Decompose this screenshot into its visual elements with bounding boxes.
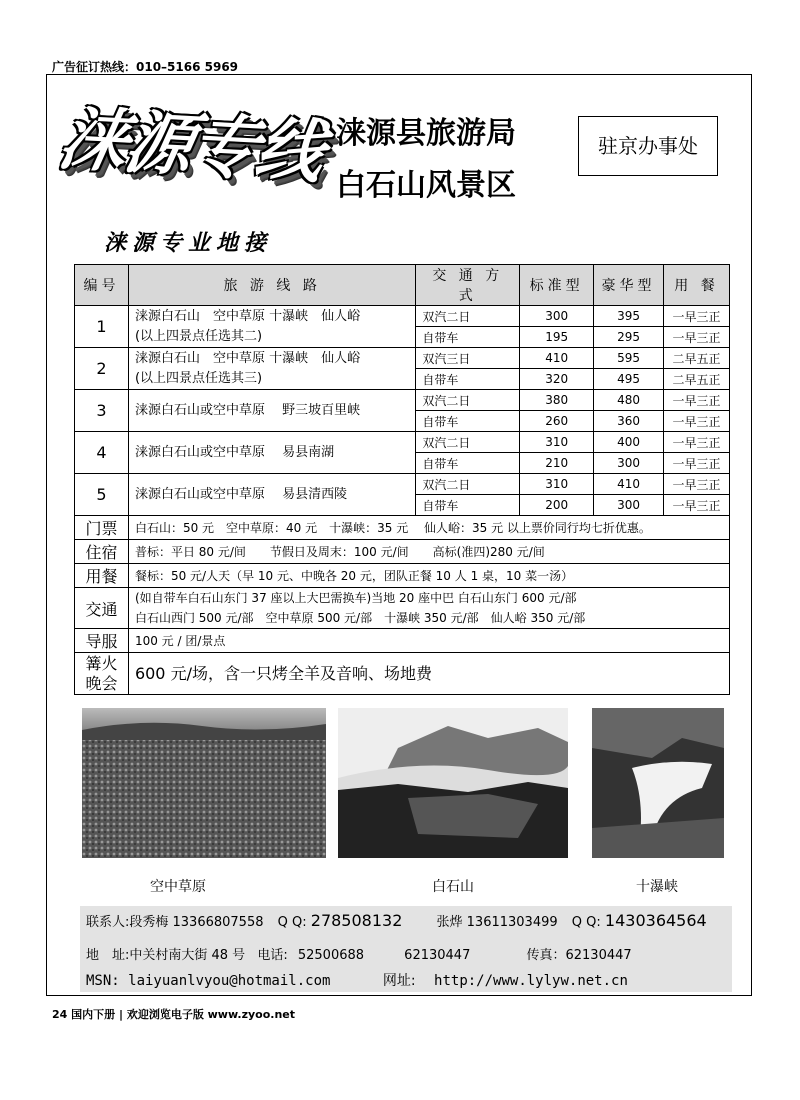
website-link[interactable]: http://www.lylyw.net.cn: [434, 973, 628, 989]
standard-price: 195: [520, 327, 594, 348]
meal-cell: 二早五正: [664, 369, 730, 390]
info-value: [128, 653, 729, 695]
info-line: (如自带车白石山东门 37 座以上大巴需换车)当地 20 座中巴 白石山东门 600 元/部: [134, 591, 577, 605]
info-line: 100 元 / 团/景点: [134, 633, 226, 648]
info-line: 白石山西门 500 元/部 空中草原 500 元/部 十瀑峡 350 元/部 仙人峪 350 元/部: [134, 611, 586, 625]
info-label-line: 晚会: [85, 673, 118, 693]
info-label: 门票: [75, 516, 129, 540]
standard-price: 260: [520, 411, 594, 432]
luxury-price: 395: [594, 306, 664, 327]
info-label: 导服: [75, 629, 129, 653]
msn: MSN: laiyuanlvyou@hotmail.com: [86, 973, 331, 989]
transport-cell: 双汽二日: [416, 474, 520, 495]
header-no: 编号: [75, 265, 129, 306]
org-name-1: 涞源县旅游局: [336, 116, 516, 151]
contact-line-3: [86, 970, 628, 990]
fax: 传真：62130447: [526, 948, 632, 963]
route-number: 2: [75, 348, 129, 390]
meal-cell: 二早五正: [664, 348, 730, 369]
meal-cell: 一早三正: [664, 390, 730, 411]
caption-baishishan: 白石山: [432, 879, 474, 895]
info-row: [75, 540, 730, 564]
transport-cell: 双汽二日: [416, 390, 520, 411]
meal-cell: 一早三正: [664, 327, 730, 348]
info-row: [75, 588, 730, 629]
office-box: 驻京办事处: [578, 116, 718, 176]
info-value: [128, 540, 729, 564]
contact-box: [80, 906, 732, 992]
transport-cell: 双汽三日: [416, 348, 520, 369]
baishishan-photo: [338, 708, 568, 858]
route-line: (以上四景点任选其二): [134, 328, 263, 344]
header-luxury: 豪华型: [594, 265, 664, 306]
info-value: [128, 588, 729, 629]
org-name-2: 白石山风景区: [336, 168, 516, 203]
meal-cell: 一早三正: [664, 432, 730, 453]
transport-cell: 自带车: [416, 327, 520, 348]
luxury-price: 595: [594, 348, 664, 369]
route-line: (以上四景点任选其三): [134, 370, 263, 386]
route-line: 涞源白石山或空中草原 易县南湖: [134, 444, 335, 460]
info-label-line: 篝火: [85, 653, 118, 673]
meal-cell: 一早三正: [664, 474, 730, 495]
table-header-row: [75, 265, 730, 306]
phone-2: 62130447: [404, 948, 471, 963]
phone-1: 52500688: [297, 948, 365, 963]
info-line: 白石山：50 元 空中草原：40 元 十瀑峡：35 元 仙人峪：35 元 以上票价同行均七折优惠。: [134, 520, 651, 535]
info-label: 用餐: [75, 564, 129, 588]
meal-cell: 一早三正: [664, 306, 730, 327]
standard-price: 310: [520, 474, 594, 495]
info-line: 600 元/场，含一只烤全羊及音响、场地费: [134, 663, 432, 683]
transport-cell: 自带车: [416, 411, 520, 432]
meal-cell: 一早三正: [664, 453, 730, 474]
qq-label-1: Q Q:: [277, 915, 307, 930]
info-value: [128, 564, 729, 588]
info-value: [128, 516, 729, 540]
info-line: 普标：平日 80 元/间 节假日及周末：100 元/间 高标(准四)280 元/间: [134, 544, 545, 559]
qq-label-2: Q Q:: [571, 915, 601, 930]
qq-1: 278508132: [310, 911, 403, 930]
transport-cell: 自带车: [416, 369, 520, 390]
route-number: 5: [75, 474, 129, 516]
info-row: [75, 653, 730, 695]
route-description: [128, 306, 415, 348]
luxury-price: 400: [594, 432, 664, 453]
contact-person-1: 联系人:段秀梅 13366807558: [86, 915, 264, 930]
header-meal: 用 餐: [664, 265, 730, 306]
address: 地 址:中关村南大街 48 号: [86, 948, 246, 963]
meal-cell: 一早三正: [664, 495, 730, 516]
route-number: 3: [75, 390, 129, 432]
table-row: [75, 390, 730, 411]
standard-price: 310: [520, 432, 594, 453]
standard-price: 210: [520, 453, 594, 474]
info-label: 交通: [75, 588, 129, 629]
contact-line-1: [86, 911, 707, 930]
route-description: [128, 432, 415, 474]
luxury-price: 295: [594, 327, 664, 348]
route-description: [128, 474, 415, 516]
waterfall-photo: [592, 708, 724, 858]
grassland-photo: [82, 708, 326, 858]
luxury-price: 480: [594, 390, 664, 411]
page-footer: 24 国内下册 | 欢迎浏览电子版 www.zyoo.net: [52, 1008, 296, 1021]
standard-price: 410: [520, 348, 594, 369]
route-number: 4: [75, 432, 129, 474]
table-row: [75, 432, 730, 453]
luxury-price: 360: [594, 411, 664, 432]
transport-cell: 自带车: [416, 453, 520, 474]
transport-cell: 双汽二日: [416, 306, 520, 327]
standard-price: 320: [520, 369, 594, 390]
route-line: 涞源白石山 空中草原 十瀑峡 仙人峪: [134, 350, 361, 366]
info-row: [75, 564, 730, 588]
table-row: [75, 348, 730, 369]
subtitle: 涞源专业地接: [104, 230, 273, 256]
qq-2: 1430364564: [604, 911, 707, 930]
luxury-price: 300: [594, 453, 664, 474]
header-route: 旅 游 线 路: [128, 265, 415, 306]
phone-label: 电话:: [257, 948, 288, 963]
info-line: 餐标：50 元/人天（早 10 元、中晚各 20 元，团队正餐 10 人 1 桌，10 菜一汤）: [134, 568, 574, 583]
info-label: 住宿: [75, 540, 129, 564]
ad-hotline: 广告征订热线：010–5166 5969: [52, 60, 239, 74]
route-number: 1: [75, 306, 129, 348]
logo-title: 涞源专线: [52, 100, 330, 193]
meal-cell: 一早三正: [664, 411, 730, 432]
route-line: 涞源白石山或空中草原 易县清西陵: [134, 486, 348, 502]
caption-grassland: 空中草原: [150, 879, 206, 895]
contact-person-2: 张烨 13611303499: [436, 915, 558, 930]
route-line: 涞源白石山或空中草原 野三坡百里峡: [134, 402, 361, 418]
route-description: [128, 390, 415, 432]
caption-waterfall: 十瀑峡: [636, 879, 678, 895]
standard-price: 200: [520, 495, 594, 516]
contact-line-2: [86, 944, 632, 963]
standard-price: 380: [520, 390, 594, 411]
info-row: [75, 516, 730, 540]
table-row: [75, 306, 730, 327]
transport-cell: 双汽二日: [416, 432, 520, 453]
table-row: [75, 474, 730, 495]
info-row: [75, 629, 730, 653]
transport-cell: 自带车: [416, 495, 520, 516]
route-table: [74, 264, 730, 695]
header-standard: 标准型: [520, 265, 594, 306]
standard-price: 300: [520, 306, 594, 327]
web-label: 网址:: [382, 973, 416, 989]
info-value: [128, 629, 729, 653]
luxury-price: 495: [594, 369, 664, 390]
luxury-price: 410: [594, 474, 664, 495]
route-description: [128, 348, 415, 390]
route-line: 涞源白石山 空中草原 十瀑峡 仙人峪: [134, 308, 361, 324]
info-label: [75, 653, 129, 695]
luxury-price: 300: [594, 495, 664, 516]
header-transport: 交 通 方 式: [416, 265, 520, 306]
